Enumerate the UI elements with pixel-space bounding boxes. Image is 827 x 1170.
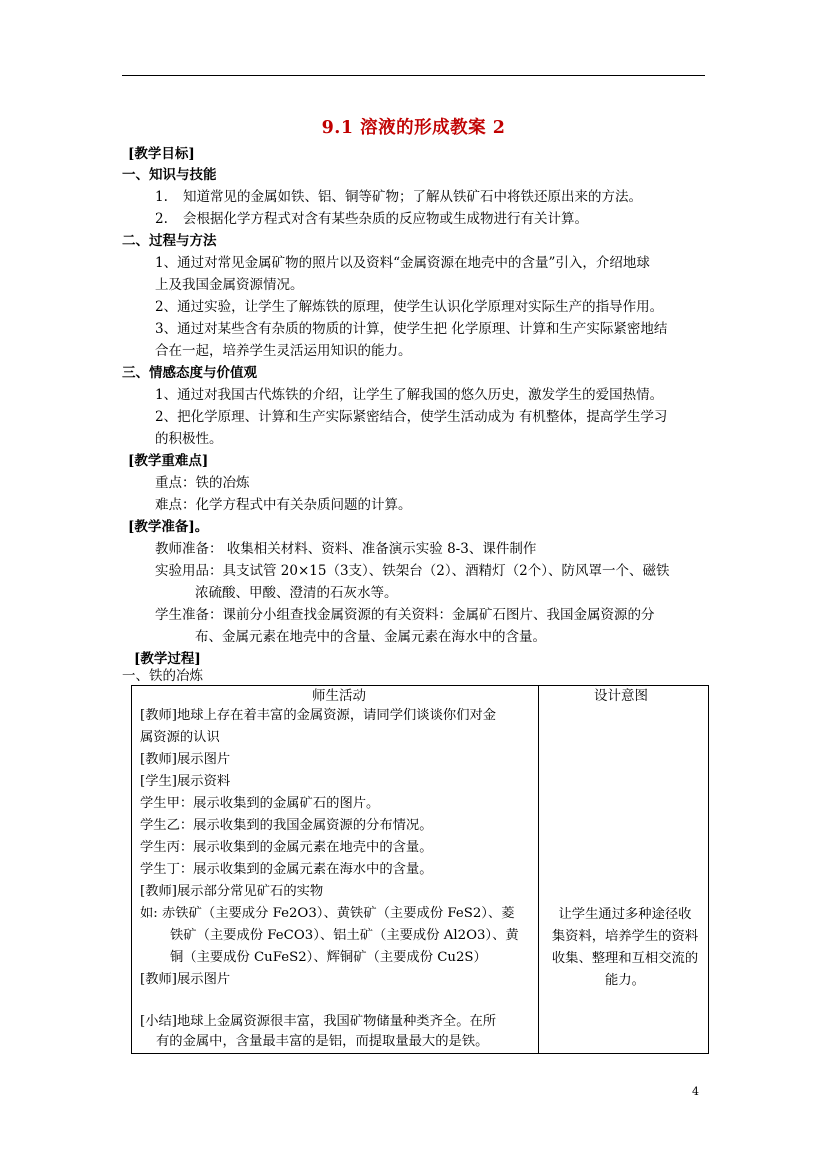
table-row: 如: 赤铁矿（主要成分 Fe2O3）、黄铁矿（主要成份 FeS2）、菱 bbox=[140, 906, 515, 921]
table-row: 有的金属中，含量最丰富的是铝，而提取量最大的是铁。 bbox=[156, 1034, 489, 1049]
table-row: [教师]地球上存在着丰富的金属资源，请同学们谈谈你们对金 bbox=[140, 708, 497, 723]
design-line-3: 收集、整理和互相交流的 bbox=[551, 951, 699, 966]
design-line-4: 能力。 bbox=[605, 973, 645, 988]
objective-1-text: 知道常见的金属如铁、铝、铜等矿物；了解从铁矿石中将铁还原出来的方法。 bbox=[183, 189, 642, 205]
table-row: 属资源的认识 bbox=[140, 730, 220, 745]
lesson-table bbox=[131, 685, 709, 1054]
objective-2-num: 2. bbox=[155, 211, 168, 227]
preparation-student-1: 学生准备：课前分小组查找金属资源的有关资料：金属矿石图片、我国金属资源的分 bbox=[155, 607, 655, 623]
table-row: 铁矿（主要成份 FeCO3）、铝土矿（主要成份 Al2O3）、黄 bbox=[170, 928, 519, 943]
table-row: 学生甲：展示收集到的金属矿石的图片。 bbox=[140, 796, 380, 811]
knowledge-heading: 一、知识与技能 bbox=[122, 167, 217, 183]
table-header-activities: 师生活动 bbox=[312, 688, 366, 704]
attitude-line-3: 的积极性。 bbox=[155, 431, 223, 447]
table-row: [教师]展示图片 bbox=[140, 972, 231, 987]
process-line-1: 1、通过对常见金属矿物的照片以及资料“金属资源在地壳中的含量”引入，介绍地球 bbox=[155, 255, 650, 271]
objectives-heading: [教学目标] bbox=[128, 146, 195, 162]
table-header-design: 设计意图 bbox=[594, 688, 648, 704]
process-line-5: 合在一起，培养学生灵活运用知识的能力。 bbox=[155, 343, 412, 359]
header-rule bbox=[122, 75, 705, 76]
preparation-equipment-1: 实验用品：具支试管 20×15（3支）、铁架台（2）、酒精灯（2个）、防风罩一个、磁铁 bbox=[155, 563, 670, 579]
attitude-heading: 三、情感态度与价值观 bbox=[122, 365, 257, 381]
key-point-difficulty: 难点：化学方程式中有关杂质问题的计算。 bbox=[155, 497, 412, 513]
table-row: 学生丁：展示收集到的金属元素在海水中的含量。 bbox=[140, 862, 433, 877]
process-line-3: 2、通过实验，让学生了解炼铁的原理，使学生认识化学原理对实际生产的指导作用。 bbox=[155, 299, 664, 315]
attitude-line-2: 2、把化学原理、计算和生产实际紧密结合，使学生活动成为 有机整体，提高学生学习 bbox=[155, 409, 668, 425]
key-point-focus: 重点：铁的冶炼 bbox=[155, 475, 250, 491]
key-points-heading: [教学重难点] bbox=[128, 453, 209, 469]
design-line-1: 让学生通过多种途径收 bbox=[558, 907, 692, 922]
table-row: [学生]展示资料 bbox=[140, 774, 231, 789]
table-column-divider bbox=[538, 686, 539, 1053]
table-row: [小结]地球上金属资源很丰富，我国矿物储量种类齐全。在所 bbox=[140, 1014, 497, 1029]
process-heading: [教学过程] bbox=[134, 651, 201, 667]
process-line-4: 3、通过对某些含有杂质的物质的计算，使学生把 化学原理、计算和生产实际紧密地结 bbox=[155, 321, 668, 337]
table-row: [教师]展示部分常见矿石的实物 bbox=[140, 884, 324, 899]
table-row: [教师]展示图片 bbox=[140, 752, 231, 767]
design-line-2: 集资料，培养学生的资料 bbox=[551, 929, 699, 944]
table-row: 学生乙：展示收集到的我国金属资源的分布情况。 bbox=[140, 818, 433, 833]
process-line-2: 上及我国金属资源情况。 bbox=[155, 277, 304, 293]
page-title: 9.1 溶液的形成教案 2 bbox=[321, 118, 506, 138]
table-row: 学生丙：展示收集到的金属元素在地壳中的含量。 bbox=[140, 840, 433, 855]
objective-1-num: 1. bbox=[155, 189, 168, 205]
page-number: 4 bbox=[692, 1085, 699, 1098]
preparation-student-2: 布、金属元素在地壳中的含量、金属元素在海水中的含量。 bbox=[195, 629, 546, 645]
objective-2-text: 会根据化学方程式对含有某些杂质的反应物或生成物进行有关计算。 bbox=[183, 211, 588, 227]
preparation-equipment-2: 浓硫酸、甲酸、澄清的石灰水等。 bbox=[195, 585, 398, 601]
preparation-teacher: 教师准备： 收集相关材料、资料、准备演示实验 8-3、课件制作 bbox=[155, 541, 537, 557]
table-row: 铜（主要成份 CuFeS2）、辉铜矿（主要成份 Cu2S） bbox=[170, 950, 487, 965]
process-method-heading: 二、过程与方法 bbox=[122, 233, 217, 249]
preparation-heading: [教学准备]。 bbox=[128, 519, 209, 535]
process-subheading: 一、铁的冶炼 bbox=[122, 668, 203, 684]
attitude-line-1: 1、通过对我国古代炼铁的介绍，让学生了解我国的悠久历史，激发学生的爱国热情。 bbox=[155, 387, 664, 403]
